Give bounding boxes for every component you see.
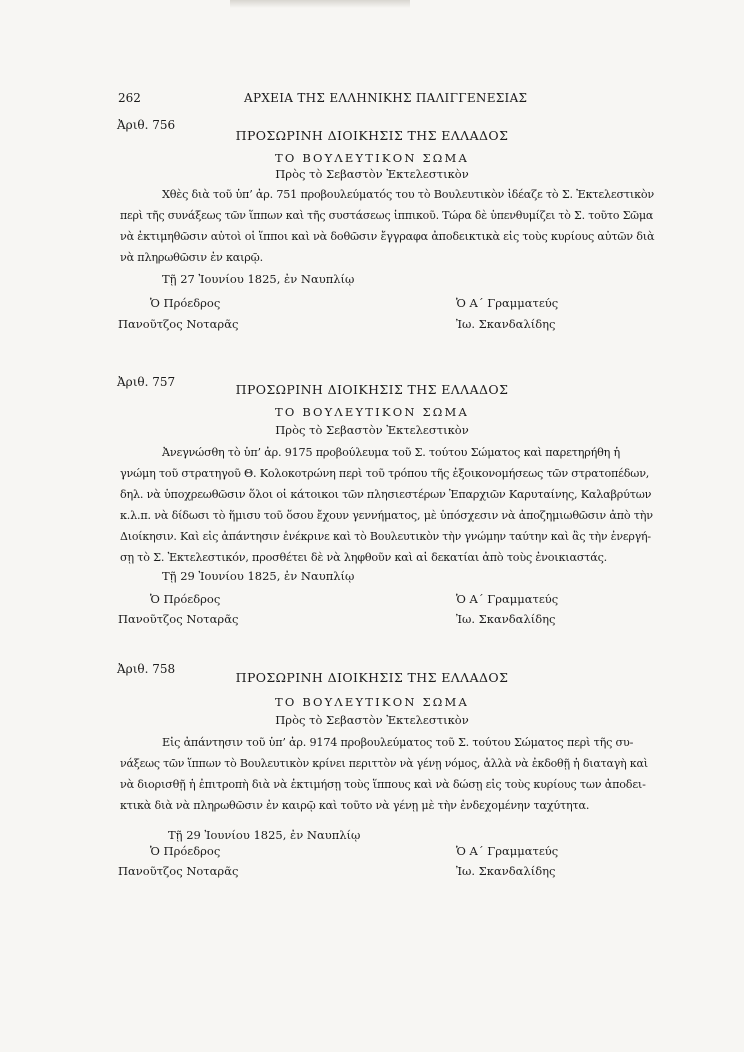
- running-title: ΑΡΧΕΙΑ ΤΗΣ ΕΛΛΗΝΙΚΗΣ ΠΑΛΙΓΓΕΝΕΣΙΑΣ: [244, 91, 528, 105]
- body-line: Διοίκησιν. Καὶ εἰς ἀπάντησιν ἐνέκρινε καὶ τὸ Βουλευτικὸν τὴν γνώμην ταύτην καὶ ἂς τὴν ἐνεργή-: [120, 530, 651, 543]
- secretary-name: Ἰω. Σκανδαλίδης: [456, 317, 556, 331]
- body-line: Χθὲς διὰ τοῦ ὑπ’ ἀρ. 751 προβουλεύματός του τὸ Βουλευτικὸν ἰδέαζε τὸ Σ. Ἐκτελεστικὸν: [162, 188, 654, 201]
- body-line: κ.λ.π. νὰ δίδωσι τὸ ἥμισυ τοῦ ὅσου ἔχουν γεννήματος, μὲ ὑπόσχεσιν νὰ ἀποζημιωθῶσιν ἀπὸ τὴν: [120, 509, 653, 522]
- document-addressee: Πρὸς τὸ Σεβαστὸν Ἐκτελεστικὸν: [275, 713, 469, 727]
- document-addressee: Πρὸς τὸ Σεβαστὸν Ἐκτελεστικὸν: [275, 423, 469, 437]
- document-subtitle: ΤΟ ΒΟΥΛΕΥΤΙΚΟΝ ΣΩΜΑ: [274, 695, 469, 709]
- date-place: Τῇ 27 Ἰουνίου 1825, ἐν Ναυπλίῳ: [162, 272, 355, 286]
- president-name: Πανοῦτζος Νοταρᾶς: [118, 864, 239, 878]
- document-addressee: Πρὸς τὸ Σεβαστὸν Ἐκτελεστικὸν: [275, 167, 469, 181]
- body-line: νὰ διορισθῇ ἡ ἐπιτροπὴ διὰ νὰ ἐκτιμήσῃ τοὺς ἵππους καὶ νὰ δώσῃ εἰς τοὺς κυρίους των ἀποδει-: [120, 778, 646, 791]
- document-ref: Ἀριθ. 756: [117, 118, 176, 132]
- secretary-role: Ὁ Α΄ Γραμματεύς: [456, 844, 559, 858]
- president-role: Ὁ Πρόεδρος: [150, 296, 221, 310]
- body-line: νάξεως τῶν ἵππων τὸ Βουλευτικὸν κρίνει περιττὸν νὰ γένῃ νόμος, ἀλλὰ νὰ ἐκδοθῇ ἡ διαταγὴ καὶ: [120, 757, 648, 770]
- secretary-name: Ἰω. Σκανδαλίδης: [456, 864, 556, 878]
- document-title: ΠΡΟΣΩΡΙΝΗ ΔΙΟΙΚΗΣΙΣ ΤΗΣ ΕΛΛΑΔΟΣ: [235, 128, 509, 143]
- body-line: Εἰς ἀπάντησιν τοῦ ὑπ’ ἀρ. 9174 προβουλεύματος τοῦ Σ. τούτου Σώματος περὶ τῆς συ-: [162, 736, 634, 749]
- body-line: γνώμη τοῦ στρατηγοῦ Θ. Κολοκοτρώνη περὶ τοῦ τρόπου τῆς ἐξοικονομήσεως τῶν στρατοπέδων,: [120, 467, 650, 480]
- president-role: Ὁ Πρόεδρος: [150, 592, 221, 606]
- date-place: Τῇ 29 Ἰουνίου 1825, ἐν Ναυπλίῳ: [162, 569, 355, 583]
- body-line: Ἀνεγνώσθη τὸ ὑπ’ ἀρ. 9175 προβούλευμα τοῦ Σ. τούτου Σώματος καὶ παρετηρήθη ἡ: [162, 446, 621, 459]
- body-line: σῃ τὸ Σ. Ἐκτελεστικόν, προσθέτει δὲ νὰ ληφθοῦν καὶ αἱ δεκατίαι ἀπὸ τοὺς ἐνοικιαστάς.: [120, 551, 608, 564]
- document-subtitle: ΤΟ ΒΟΥΛΕΥΤΙΚΟΝ ΣΩΜΑ: [274, 405, 469, 419]
- document-subtitle: ΤΟ ΒΟΥΛΕΥΤΙΚΟΝ ΣΩΜΑ: [274, 151, 469, 165]
- secretary-role: Ὁ Α΄ Γραμματεύς: [456, 592, 559, 606]
- president-name: Πανοῦτζος Νοταρᾶς: [118, 612, 239, 626]
- document-ref: Ἀριθ. 757: [117, 375, 176, 389]
- document-title: ΠΡΟΣΩΡΙΝΗ ΔΙΟΙΚΗΣΙΣ ΤΗΣ ΕΛΛΑΔΟΣ: [235, 382, 509, 397]
- secretary-role: Ὁ Α΄ Γραμματεύς: [456, 296, 559, 310]
- document-ref: Ἀριθ. 758: [117, 662, 176, 676]
- secretary-name: Ἰω. Σκανδαλίδης: [456, 612, 556, 626]
- president-role: Ὁ Πρόεδρος: [150, 844, 221, 858]
- body-line: κτικὰ διὰ νὰ πληρωθῶσιν ἐν καιρῷ καὶ τοῦτο νὰ γένῃ μὲ τὴν ἐνδεχομένην ταχύτητα.: [120, 799, 590, 812]
- body-line: νὰ πληρωθῶσιν ἐν καιρῷ.: [120, 251, 263, 264]
- president-name: Πανοῦτζος Νοταρᾶς: [118, 317, 239, 331]
- date-place: Τῇ 29 Ἰουνίου 1825, ἐν Ναυπλίῳ: [168, 828, 361, 842]
- scan-artifact: [230, 0, 410, 8]
- body-line: περὶ τῆς συνάξεως τῶν ἵππων καὶ τῆς συστάσεως ἱππικοῦ. Τώρα δὲ ὑπενθυμίζει τὸ Σ. τοῦτο Σῶμα: [120, 209, 654, 222]
- page-number: 262: [118, 91, 141, 105]
- body-line: νὰ ἐκτιμηθῶσιν αὐτοὶ οἱ ἵπποι καὶ νὰ δοθῶσιν ἔγγραφα ἀποδεικτικὰ εἰς τοὺς κυρίους αὐτῶν διὰ: [120, 230, 655, 243]
- body-line: δηλ. νὰ ὑποχρεωθῶσιν ὅλοι οἱ κάτοικοι τῶν πλησιεστέρων Ἐπαρχιῶν Καρυταίνης, Καλαβρύτων: [120, 488, 652, 501]
- document-title: ΠΡΟΣΩΡΙΝΗ ΔΙΟΙΚΗΣΙΣ ΤΗΣ ΕΛΛΑΔΟΣ: [235, 670, 509, 685]
